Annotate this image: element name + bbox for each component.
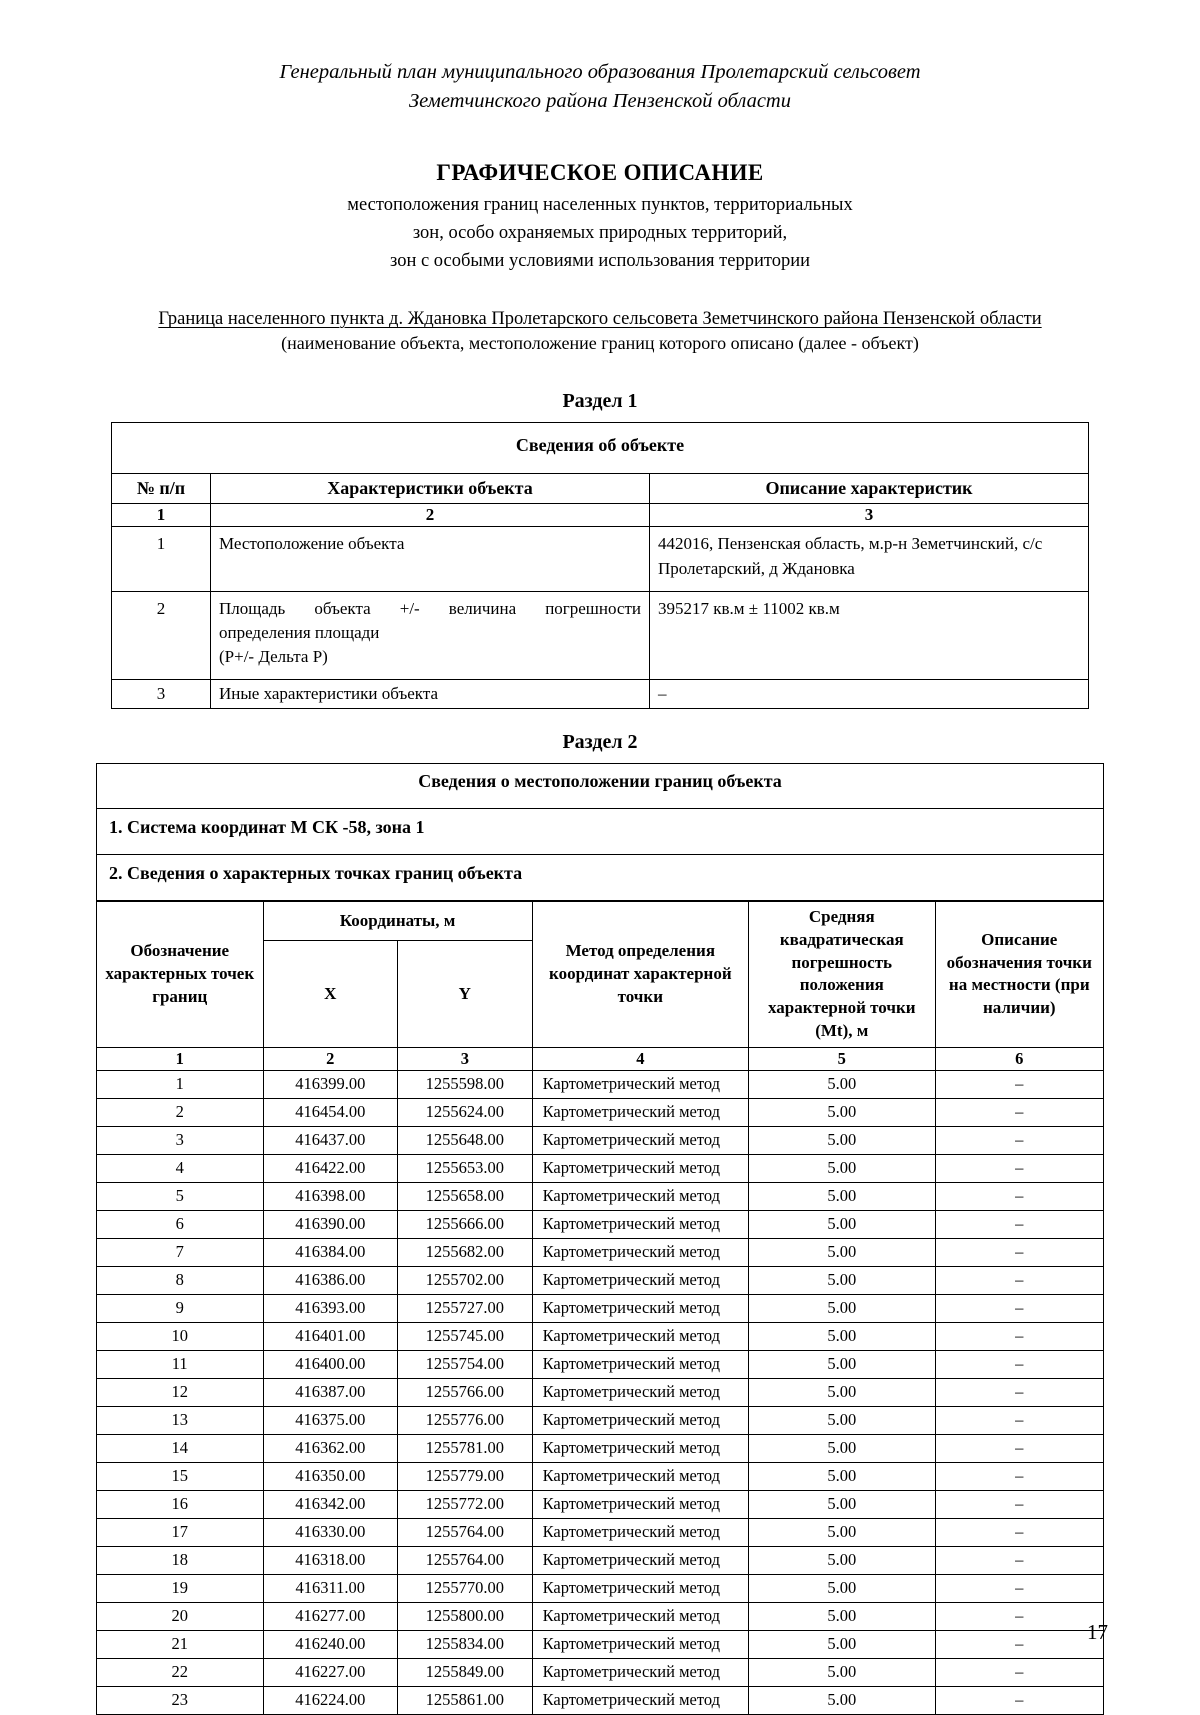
- section-1-col-num: № п/п: [112, 474, 211, 504]
- point-description: –: [935, 1266, 1103, 1294]
- section-2-banner: Сведения о местоположении границ объекта: [97, 764, 1104, 809]
- col-header-description: Описание обозначения точки на местности (при наличии): [935, 902, 1103, 1048]
- point-number: 15: [97, 1462, 264, 1490]
- point-y: 1255861.00: [398, 1686, 533, 1714]
- section-1-colnum-3: 3: [650, 504, 1089, 527]
- point-y: 1255624.00: [398, 1098, 533, 1126]
- point-description: –: [935, 1686, 1103, 1714]
- section-2-coordinate-system: 1. Система координат М СК -58, зона 1: [97, 809, 1104, 855]
- table-row: [112, 423, 1089, 474]
- point-description: –: [935, 1154, 1103, 1182]
- point-y: 1255770.00: [398, 1574, 533, 1602]
- point-x: 416387.00: [263, 1378, 398, 1406]
- table-row: [97, 1154, 1104, 1182]
- point-x: 416393.00: [263, 1294, 398, 1322]
- point-method: Картометрический метод: [532, 1546, 748, 1574]
- point-method: Картометрический метод: [532, 1126, 748, 1154]
- section-1-row-2-characteristic: [211, 591, 650, 679]
- table-row: [97, 809, 1104, 855]
- point-x: 416384.00: [263, 1238, 398, 1266]
- point-number: 19: [97, 1574, 264, 1602]
- point-description: –: [935, 1238, 1103, 1266]
- point-mt: 5.00: [749, 1266, 936, 1294]
- point-y: 1255682.00: [398, 1238, 533, 1266]
- point-method: Картометрический метод: [532, 1406, 748, 1434]
- page-number: 17: [1087, 1620, 1108, 1644]
- point-number: 20: [97, 1602, 264, 1630]
- table-row: [97, 1182, 1104, 1210]
- point-number: 3: [97, 1126, 264, 1154]
- point-description: –: [935, 1098, 1103, 1126]
- point-method: Картометрический метод: [532, 1238, 748, 1266]
- point-mt: 5.00: [749, 1518, 936, 1546]
- point-description: –: [935, 1434, 1103, 1462]
- point-x: 416399.00: [263, 1070, 398, 1098]
- section-1-row-2-char-line-1: Площадь объекта +/- величина погрешности: [219, 598, 641, 618]
- point-method: Картометрический метод: [532, 1658, 748, 1686]
- point-method: Картометрический метод: [532, 1154, 748, 1182]
- point-x: 416227.00: [263, 1658, 398, 1686]
- point-x: 416277.00: [263, 1602, 398, 1630]
- object-name-caption: (наименование объекта, местоположение границ которого описано (далее - объект): [281, 333, 919, 354]
- section-1-row-2-char-line-2: определения площади: [219, 622, 380, 642]
- point-x: 416437.00: [263, 1126, 398, 1154]
- table-row: [97, 1322, 1104, 1350]
- coord-colnum-4: 4: [532, 1047, 748, 1070]
- table-row: [97, 1462, 1104, 1490]
- col-header-mt: Средняя квадратическая погрешность положения характерной точки (Mt), м: [749, 902, 936, 1048]
- point-y: 1255781.00: [398, 1434, 533, 1462]
- table-header-row: [97, 902, 1104, 941]
- point-method: Картометрический метод: [532, 1518, 748, 1546]
- point-method: Картометрический метод: [532, 1378, 748, 1406]
- point-mt: 5.00: [749, 1378, 936, 1406]
- point-mt: 5.00: [749, 1098, 936, 1126]
- point-x: 416400.00: [263, 1350, 398, 1378]
- point-method: Картометрический метод: [532, 1350, 748, 1378]
- point-number: 2: [97, 1098, 264, 1126]
- col-header-designation: Обозначение характерных точек границ: [97, 902, 264, 1048]
- point-y: 1255800.00: [398, 1602, 533, 1630]
- table-row: [97, 1686, 1104, 1714]
- point-number: 10: [97, 1322, 264, 1350]
- point-number: 13: [97, 1406, 264, 1434]
- point-x: 416390.00: [263, 1210, 398, 1238]
- coord-colnum-2: 2: [263, 1047, 398, 1070]
- page-subtitle-line-2: зон, особо охраняемых природных территорий,: [412, 222, 788, 243]
- section-1-row-2-description: 395217 кв.м ± 11002 кв.м: [650, 591, 1089, 679]
- point-method: Картометрический метод: [532, 1182, 748, 1210]
- section-1-col-characteristic: Характеристики объекта: [211, 474, 650, 504]
- point-description: –: [935, 1462, 1103, 1490]
- page-subtitle-line-3: зон с особыми условиями использования территории: [390, 250, 810, 271]
- point-number: 1: [97, 1070, 264, 1098]
- col-header-coordinates-group: Координаты, м: [263, 902, 532, 941]
- point-mt: 5.00: [749, 1434, 936, 1462]
- table-colnum-row: [112, 504, 1089, 527]
- point-method: Картометрический метод: [532, 1602, 748, 1630]
- document-title-line-1: Генеральный план муниципального образования Пролетарский сельсовет: [279, 61, 921, 83]
- point-mt: 5.00: [749, 1406, 936, 1434]
- table-row: [97, 1406, 1104, 1434]
- point-number: 4: [97, 1154, 264, 1182]
- point-method: Картометрический метод: [532, 1294, 748, 1322]
- point-mt: 5.00: [749, 1658, 936, 1686]
- point-y: 1255754.00: [398, 1350, 533, 1378]
- page-title: ГРАФИЧЕСКОЕ ОПИСАНИЕ: [436, 160, 764, 186]
- page-subtitle-line-1: местоположения границ населенных пунктов, территориальных: [347, 195, 853, 216]
- point-description: –: [935, 1350, 1103, 1378]
- point-y: 1255766.00: [398, 1378, 533, 1406]
- section-1-row-1-characteristic: Местоположение объекта: [211, 527, 650, 591]
- coord-colnum-6: 6: [935, 1047, 1103, 1070]
- section-2-label: Раздел 2: [562, 731, 638, 754]
- point-mt: 5.00: [749, 1126, 936, 1154]
- point-mt: 5.00: [749, 1154, 936, 1182]
- point-description: –: [935, 1070, 1103, 1098]
- col-header-x: X: [263, 941, 398, 1048]
- section-1-row-2-char-line-3: (Р+/- Дельта Р): [219, 646, 328, 666]
- table-row: [97, 1602, 1104, 1630]
- point-y: 1255776.00: [398, 1406, 533, 1434]
- point-method: Картометрический метод: [532, 1490, 748, 1518]
- table-row: [97, 1518, 1104, 1546]
- table-row: [97, 1378, 1104, 1406]
- point-method: Картометрический метод: [532, 1210, 748, 1238]
- point-method: Картометрический метод: [532, 1070, 748, 1098]
- table-row: [97, 1490, 1104, 1518]
- point-mt: 5.00: [749, 1322, 936, 1350]
- point-method: Картометрический метод: [532, 1574, 748, 1602]
- point-x: 416401.00: [263, 1322, 398, 1350]
- point-x: 416422.00: [263, 1154, 398, 1182]
- table-row: [97, 1630, 1104, 1658]
- object-name: [90, 309, 1110, 330]
- point-x: 416362.00: [263, 1434, 398, 1462]
- point-y: 1255702.00: [398, 1266, 533, 1294]
- point-description: –: [935, 1210, 1103, 1238]
- section-1-banner: Сведения об объекте: [112, 423, 1089, 474]
- point-method: Картометрический метод: [532, 1630, 748, 1658]
- point-y: 1255834.00: [398, 1630, 533, 1658]
- section-2-points-heading: 2. Сведения о характерных точках границ объекта: [97, 855, 1104, 901]
- table-row: [97, 1434, 1104, 1462]
- section-1-colnum-2: 2: [211, 504, 650, 527]
- point-number: 8: [97, 1266, 264, 1294]
- point-number: 14: [97, 1434, 264, 1462]
- table-colnum-row: [97, 1047, 1104, 1070]
- table-row: [112, 680, 1089, 709]
- point-y: 1255666.00: [398, 1210, 533, 1238]
- point-x: 416330.00: [263, 1518, 398, 1546]
- table-row: [97, 1658, 1104, 1686]
- point-description: –: [935, 1378, 1103, 1406]
- table-row: [97, 1126, 1104, 1154]
- point-mt: 5.00: [749, 1490, 936, 1518]
- object-name-text: Граница населенного пункта д. Ждановка Пролетарского сельсовета Земетчинского района Пензенской области: [158, 309, 1042, 330]
- point-number: 21: [97, 1630, 264, 1658]
- point-y: 1255764.00: [398, 1546, 533, 1574]
- section-1-table: [111, 422, 1089, 709]
- point-method: Картометрический метод: [532, 1322, 748, 1350]
- table-header-row: [112, 474, 1089, 504]
- coord-colnum-3: 3: [398, 1047, 533, 1070]
- point-y: 1255779.00: [398, 1462, 533, 1490]
- table-row: [97, 1070, 1104, 1098]
- table-row: [97, 1546, 1104, 1574]
- section-1-row-3-num: 3: [112, 680, 211, 709]
- point-method: Картометрический метод: [532, 1462, 748, 1490]
- point-x: 416342.00: [263, 1490, 398, 1518]
- point-y: 1255653.00: [398, 1154, 533, 1182]
- point-mt: 5.00: [749, 1630, 936, 1658]
- table-row: [97, 1098, 1104, 1126]
- page-subtitle: [90, 192, 1110, 275]
- document-title-line-2: Земетчинского района Пензенской области: [409, 90, 791, 113]
- table-row: [112, 591, 1089, 679]
- point-y: 1255745.00: [398, 1322, 533, 1350]
- point-method: Картометрический метод: [532, 1098, 748, 1126]
- coordinate-points-table: [96, 901, 1104, 1715]
- point-number: 11: [97, 1350, 264, 1378]
- point-mt: 5.00: [749, 1546, 936, 1574]
- point-description: –: [935, 1658, 1103, 1686]
- col-header-method: Метод определения координат характерной точки: [532, 902, 748, 1048]
- point-description: –: [935, 1546, 1103, 1574]
- section-2-info-table: [96, 763, 1104, 901]
- table-row: [97, 855, 1104, 901]
- section-1-row-3-characteristic: Иные характеристики объекта: [211, 680, 650, 709]
- point-y: 1255727.00: [398, 1294, 533, 1322]
- table-row: [97, 1238, 1104, 1266]
- section-1-label: Раздел 1: [562, 390, 638, 413]
- point-y: 1255658.00: [398, 1182, 533, 1210]
- point-method: Картометрический метод: [532, 1266, 748, 1294]
- point-mt: 5.00: [749, 1602, 936, 1630]
- point-y: 1255764.00: [398, 1518, 533, 1546]
- point-description: –: [935, 1630, 1103, 1658]
- point-mt: 5.00: [749, 1238, 936, 1266]
- table-row: [97, 1574, 1104, 1602]
- table-row: [97, 764, 1104, 809]
- point-mt: 5.00: [749, 1182, 936, 1210]
- point-description: –: [935, 1574, 1103, 1602]
- table-row: [97, 1266, 1104, 1294]
- point-description: –: [935, 1406, 1103, 1434]
- coord-colnum-1: 1: [97, 1047, 264, 1070]
- point-description: –: [935, 1518, 1103, 1546]
- point-y: 1255772.00: [398, 1490, 533, 1518]
- point-number: 9: [97, 1294, 264, 1322]
- document-header-title: [220, 58, 980, 116]
- point-mt: 5.00: [749, 1462, 936, 1490]
- point-x: 416240.00: [263, 1630, 398, 1658]
- table-row: [97, 1210, 1104, 1238]
- point-number: 5: [97, 1182, 264, 1210]
- coord-colnum-5: 5: [749, 1047, 936, 1070]
- section-1-row-2-num: 2: [112, 591, 211, 679]
- point-description: –: [935, 1294, 1103, 1322]
- point-number: 18: [97, 1546, 264, 1574]
- section-1-row-1-description: 442016, Пензенская область, м.р-н Земетчинский, с/с Пролетарский, д Ждановка: [650, 527, 1089, 591]
- point-x: 416386.00: [263, 1266, 398, 1294]
- point-y: 1255849.00: [398, 1658, 533, 1686]
- point-y: 1255598.00: [398, 1070, 533, 1098]
- section-1-row-3-description: –: [650, 680, 1089, 709]
- point-number: 23: [97, 1686, 264, 1714]
- point-x: 416311.00: [263, 1574, 398, 1602]
- point-number: 6: [97, 1210, 264, 1238]
- point-method: Картометрический метод: [532, 1686, 748, 1714]
- section-1-colnum-1: 1: [112, 504, 211, 527]
- point-description: –: [935, 1182, 1103, 1210]
- point-number: 12: [97, 1378, 264, 1406]
- table-row: [97, 1350, 1104, 1378]
- point-x: 416318.00: [263, 1546, 398, 1574]
- section-1-col-description: Описание характеристик: [650, 474, 1089, 504]
- point-x: 416350.00: [263, 1462, 398, 1490]
- point-mt: 5.00: [749, 1686, 936, 1714]
- point-description: –: [935, 1126, 1103, 1154]
- point-mt: 5.00: [749, 1210, 936, 1238]
- point-description: –: [935, 1322, 1103, 1350]
- point-mt: 5.00: [749, 1070, 936, 1098]
- point-number: 22: [97, 1658, 264, 1686]
- table-row: [112, 527, 1089, 591]
- point-mt: 5.00: [749, 1350, 936, 1378]
- section-1-row-1-num: 1: [112, 527, 211, 591]
- point-number: 17: [97, 1518, 264, 1546]
- point-x: 416398.00: [263, 1182, 398, 1210]
- point-x: 416454.00: [263, 1098, 398, 1126]
- point-number: 7: [97, 1238, 264, 1266]
- point-description: –: [935, 1490, 1103, 1518]
- point-description: –: [935, 1602, 1103, 1630]
- point-x: 416375.00: [263, 1406, 398, 1434]
- table-row: [97, 1294, 1104, 1322]
- point-y: 1255648.00: [398, 1126, 533, 1154]
- point-mt: 5.00: [749, 1574, 936, 1602]
- point-method: Картометрический метод: [532, 1434, 748, 1462]
- col-header-y: Y: [398, 941, 533, 1048]
- point-x: 416224.00: [263, 1686, 398, 1714]
- point-mt: 5.00: [749, 1294, 936, 1322]
- point-number: 16: [97, 1490, 264, 1518]
